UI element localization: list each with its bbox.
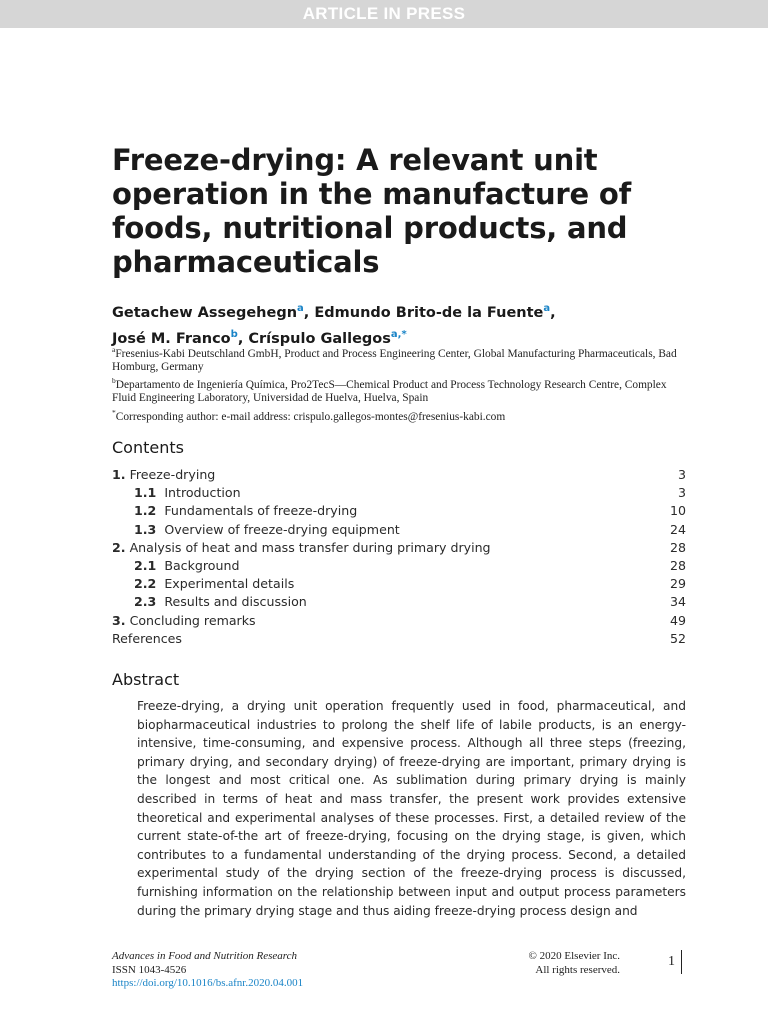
author-separator: , xyxy=(303,304,315,321)
rights-text: All rights reserved. xyxy=(535,963,620,976)
abstract-heading: Abstract xyxy=(112,670,180,689)
toc-entry[interactable] xyxy=(112,484,686,502)
toc-entry[interactable] xyxy=(112,539,686,557)
toc-entry-label[interactable] xyxy=(112,502,656,520)
toc-entry-label[interactable] xyxy=(112,539,656,557)
table-of-contents xyxy=(112,466,686,648)
toc-entry-title: Overview of freeze-drying equipment xyxy=(164,521,400,537)
toc-entry-page: 24 xyxy=(669,521,686,537)
toc-entry[interactable] xyxy=(112,466,686,484)
toc-entry-title: Background xyxy=(164,557,240,573)
toc-entry-number: 3. xyxy=(112,612,126,628)
footer-copyright xyxy=(500,950,620,977)
affiliation-b xyxy=(112,374,682,405)
contents-heading: Contents xyxy=(112,438,184,457)
toc-entry-number: 1. xyxy=(112,467,126,482)
toc-entry-page: 3 xyxy=(677,467,686,482)
toc-entry-page: 3 xyxy=(677,485,686,501)
toc-entry-label[interactable] xyxy=(112,484,656,502)
toc-entry-title: Experimental details xyxy=(164,576,295,592)
affiliation-text: Fresenius-Kabi Deutschland GmbH, Product and Process Engineering Center, Global Manufacturing Pharmaceuticals, Bad Homburg, Germany xyxy=(112,347,677,374)
author-affiliation-mark[interactable]: a xyxy=(543,303,551,314)
author-separator: , xyxy=(237,330,249,347)
affiliation-mark: a xyxy=(112,345,116,354)
toc-entry-page: 34 xyxy=(669,594,686,610)
toc-entry-number: 2.1 xyxy=(134,557,157,573)
toc-entry-page: 28 xyxy=(669,539,686,555)
toc-entry[interactable] xyxy=(112,521,686,539)
author-name[interactable]: Getachew Assegehegn xyxy=(112,304,298,321)
article-in-press-banner: ARTICLE IN PRESS xyxy=(0,0,768,28)
toc-entry-label[interactable] xyxy=(112,557,656,575)
toc-entry[interactable] xyxy=(112,502,686,520)
author-name[interactable]: Edmundo Brito-de la Fuente xyxy=(314,304,544,321)
toc-entry-title: Introduction xyxy=(164,485,241,501)
affiliations xyxy=(112,343,682,424)
toc-entry-number: 2. xyxy=(112,539,126,555)
author-affiliation-mark[interactable]: b xyxy=(230,328,238,340)
toc-entry[interactable] xyxy=(112,630,686,648)
toc-entry-number: 1.1 xyxy=(134,485,157,501)
affiliation-mark: b xyxy=(112,376,116,386)
affiliation-mark: * xyxy=(112,407,116,417)
doi-link[interactable]: https://doi.org/10.1016/bs.afnr.2020.04.001 xyxy=(112,977,304,989)
toc-entry-label[interactable] xyxy=(112,466,656,484)
copyright-text: © 2020 Elsevier Inc. xyxy=(528,950,620,962)
toc-entry-title: Freeze-drying xyxy=(129,467,216,482)
author-separator: , xyxy=(550,304,556,321)
footer-publication-info xyxy=(112,950,303,991)
toc-entry-label[interactable] xyxy=(112,521,656,539)
author-affiliation-mark[interactable]: a,* xyxy=(390,328,407,340)
toc-entry-title: Results and discussion xyxy=(164,594,307,610)
toc-entry-page: 49 xyxy=(669,612,686,628)
article-title: Freeze-drying: A relevant unit operation in the manufacture of foods, nutritional products, and pharmaceuticals xyxy=(112,143,632,279)
journal-name: Advances in Food and Nutrition Research xyxy=(112,950,298,962)
issn: ISSN 1043-4526 xyxy=(112,963,187,976)
toc-entry-label[interactable] xyxy=(112,630,656,648)
toc-entry-label[interactable] xyxy=(112,575,656,593)
toc-entry-number: 1.2 xyxy=(134,503,157,519)
toc-entry-page: 52 xyxy=(669,630,686,646)
toc-entry-title: Analysis of heat and mass transfer during primary drying xyxy=(129,539,491,555)
toc-entry-label[interactable] xyxy=(112,593,656,611)
toc-entry[interactable] xyxy=(112,612,686,630)
toc-entry-number: 1.3 xyxy=(134,521,157,537)
toc-entry[interactable] xyxy=(112,575,686,593)
page-number: 1 xyxy=(668,950,682,974)
corresponding-author xyxy=(112,406,682,424)
affiliation-text: Corresponding author: e-mail address: crispulo.gallegos-montes@fresenius-kabi.com xyxy=(115,410,506,423)
toc-entry-page: 29 xyxy=(669,576,686,592)
affiliation-text: Departamento de Ingeniería Química, Pro2TecS—Chemical Product and Process Technology Research Centre, Complex Fluid Engineering Laboratory, Universidad de Huelva, Huelva, Spain xyxy=(112,379,667,405)
toc-entry[interactable] xyxy=(112,593,686,611)
author-list xyxy=(112,298,712,350)
toc-entry-label[interactable] xyxy=(112,612,656,630)
toc-entry-page: 10 xyxy=(669,503,686,519)
toc-entry-page: 28 xyxy=(669,557,686,573)
toc-entry[interactable] xyxy=(112,557,686,575)
author-name[interactable]: Críspulo Gallegos xyxy=(248,330,391,347)
toc-entry-title: Concluding remarks xyxy=(129,612,256,628)
toc-entry-number: 2.3 xyxy=(134,594,157,610)
toc-entry-title: References xyxy=(112,630,182,646)
author-affiliation-mark[interactable]: a xyxy=(297,303,304,314)
abstract-text: Freeze-drying, a drying unit operation frequently used in food, pharmaceutical, and biopharmaceutical industries to prolong the shelf life of labile products, is an energy-intensive, time-consuming, and expensive process. Although all three steps (freezing, primary drying, and secondary drying) of freeze-drying are important, primary drying is the longest and most critical one. As sublimation during primary drying is mainly described in terms of heat and mass transfer, the present work provides extensive theoretical and experimental analyses of these processes. First, a detailed review of the current state-of-the art of freeze-drying, focusing on the drying stage, is given, which contributes to a fundamental understanding of the drying process. Second, a detailed experimental study of the drying section of the freeze-drying process is discussed, furnishing information on the relationship between input and output process parameters during the primary drying stage and thus aiding freeze-drying process design and xyxy=(137,699,686,918)
author-name[interactable]: José M. Franco xyxy=(112,330,231,347)
affiliation-a xyxy=(112,343,682,374)
toc-entry-number: 2.2 xyxy=(134,576,157,592)
toc-entry-title: Fundamentals of freeze-drying xyxy=(164,503,358,519)
